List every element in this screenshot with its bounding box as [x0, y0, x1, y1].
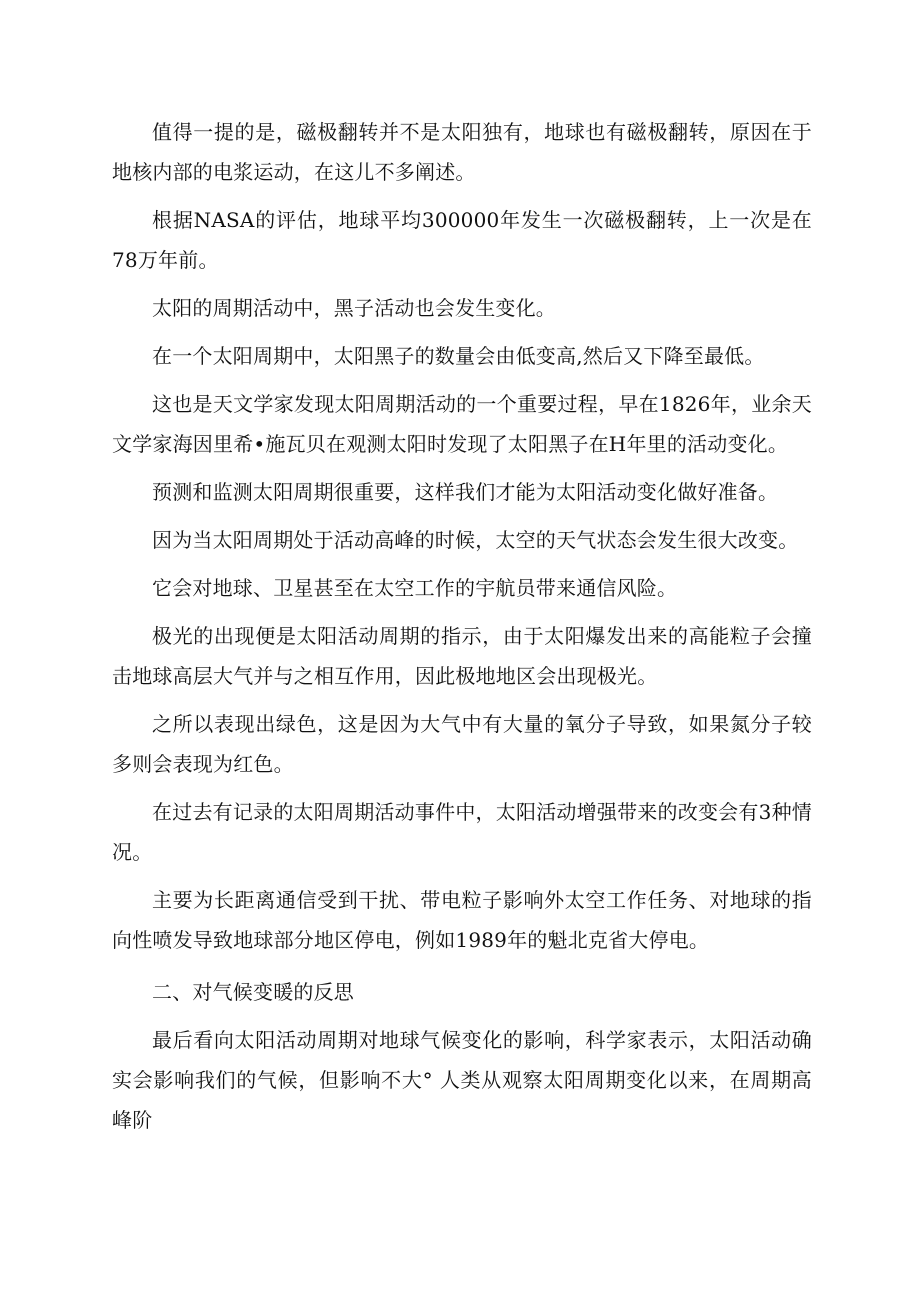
paragraph-sunspot-count: 在一个太阳周期中，太阳黑子的数量会由低变高,然后又下降至最低。	[152, 344, 765, 368]
paragraph-prediction-importance: 预测和监测太阳周期很重要，这样我们才能为太阳活动变化做好准备。	[152, 480, 779, 504]
paragraph-space-weather: 因为当太阳周期处于活动高峰的时候，太空的天气状态会发生很大改变。	[152, 528, 799, 552]
paragraph-sunspot-activity: 太阳的周期活动中，黑子活动也会发生变化。	[152, 296, 556, 320]
paragraph-nasa-estimate: 根据NASA的评估，地球平均300000年发生一次磁极翻转，上一次是在78万年前。	[112, 208, 812, 272]
paragraph-aurora-colors: 之所以表现出绿色，这是因为大气中有大量的氧分子导致，如果氮分子较多则会表现为红色。	[112, 712, 812, 776]
paragraph-climate-impact: 最后看向太阳活动周期对地球气候变化的影响，科学家表示，太阳活动确实会影响我们的气候，但影响不大° 人类从观察太阳周期变化以来，在周期高峰阶	[112, 1028, 812, 1132]
paragraph-schwabe-discovery: 这也是天文学家发现太阳周期活动的一个重要过程，早在1826年，业余天文学家海因里希•施瓦贝在观测太阳时发现了太阳黑子在H年里的活动变化。	[112, 392, 812, 456]
paragraph-three-situations: 在过去有记录的太阳周期活动事件中，太阳活动增强带来的改变会有3种情况。	[112, 800, 812, 864]
document-body	[112, 112, 812, 1148]
paragraph-magnetic-reversal-earth: 值得一提的是，磁极翻转并不是太阳独有，地球也有磁极翻转，原因在于地核内部的电浆运动，在这儿不多阐述。	[112, 120, 812, 184]
paragraph-effects-list: 主要为长距离通信受到干扰、带电粒子影响外太空工作任务、对地球的指向性喷发导致地球部分地区停电，例如1989年的魁北克省大停电。	[112, 888, 812, 952]
section-heading-climate: 二、对气候变暖的反思	[152, 980, 354, 1004]
paragraph-communication-risk: 它会对地球、卫星甚至在太空工作的宇航员带来通信风险。	[152, 576, 678, 600]
paragraph-aurora: 极光的出现便是太阳活动周期的指示，由于太阳爆发出来的高能粒子会撞击地球高层大气并与之相互作用，因此极地地区会出现极光。	[112, 624, 812, 688]
